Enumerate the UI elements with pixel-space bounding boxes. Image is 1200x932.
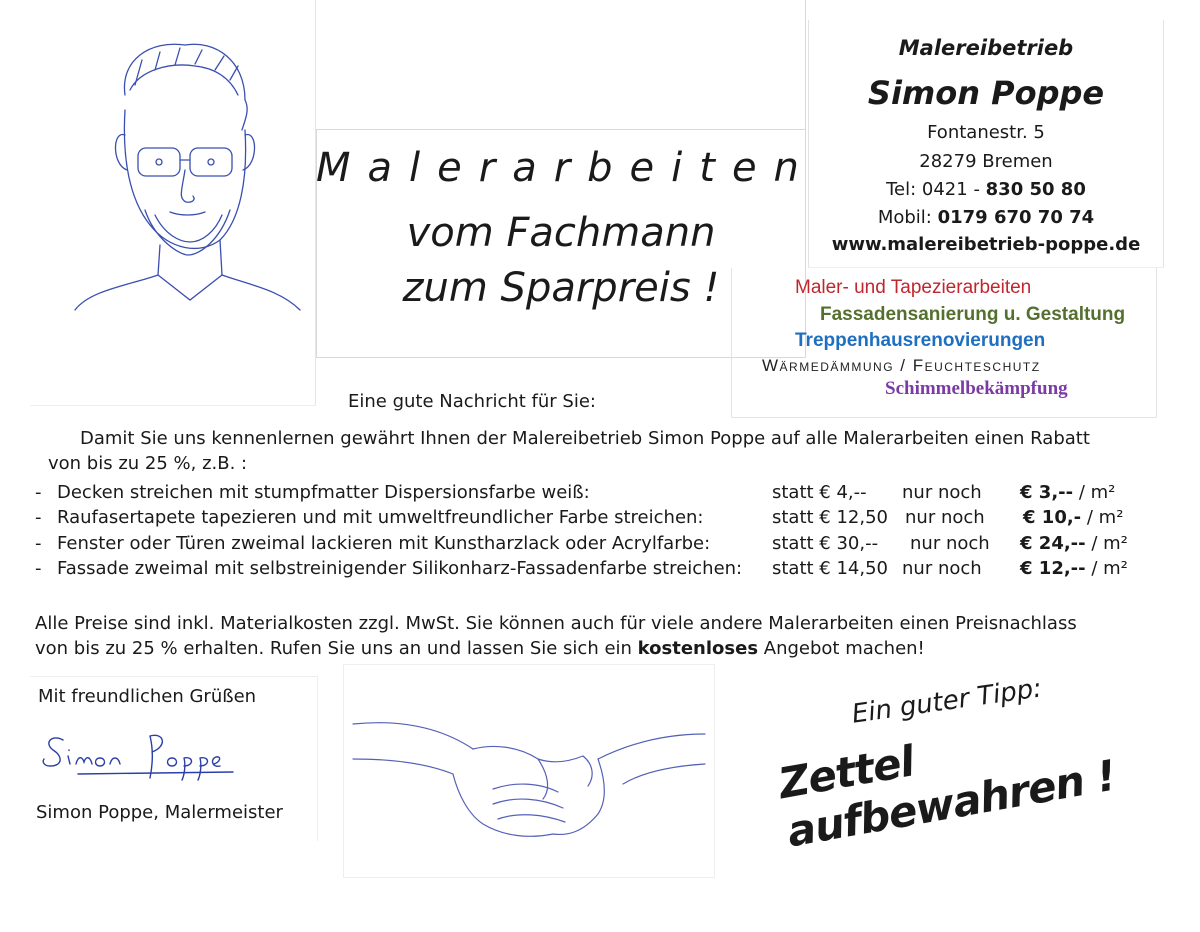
- phone-number[interactable]: 830 50 80: [985, 179, 1086, 200]
- item-now-label: nur noch: [902, 482, 982, 503]
- item-unit: / m²: [1085, 558, 1128, 579]
- paragraph-1-line-2: von bis zu 25 %, z.B. :: [48, 453, 248, 474]
- item-old-price: statt € 4,--: [772, 482, 867, 503]
- item-description: Fenster oder Türen zweimal lackieren mit Kunstharzlack oder Acrylfarbe:: [57, 533, 711, 554]
- intro-text: Eine gute Nachricht für Sie:: [348, 391, 596, 412]
- paragraph-2-text-end: Angebot machen!: [758, 638, 925, 659]
- item-old-price: statt € 14,50: [772, 558, 889, 579]
- service-painting: Maler- und Tapezierarbeiten: [795, 277, 1032, 298]
- item-now-label: nur noch: [902, 558, 982, 579]
- item-new-price: [1020, 533, 1128, 554]
- item-new-price: [1020, 482, 1115, 503]
- item-unit: / m²: [1073, 482, 1116, 503]
- item-price-value: € 24,--: [1020, 533, 1086, 554]
- service-mold: Schimmelbekämpfung: [885, 378, 1068, 399]
- price-item: [35, 533, 1155, 557]
- paragraph-2-line-2: [35, 637, 925, 661]
- company-mobile: [808, 207, 1164, 228]
- headline-top-border: [316, 0, 806, 130]
- service-stairwell: Treppenhausrenovierungen: [795, 330, 1046, 351]
- signer-name: Simon Poppe, Malermeister: [36, 802, 283, 823]
- paragraph-1-line-1: Damit Sie uns kennenlernen gewährt Ihnen der Malereibetrieb Simon Poppe auf alle Malerarbeiten einen Rabatt: [80, 428, 1090, 449]
- item-old-price: statt € 12,50: [772, 507, 889, 528]
- handwritten-signature: [38, 722, 238, 782]
- item-dash: -: [35, 533, 42, 554]
- company-street: Fontanestr. 5: [927, 122, 1045, 143]
- handshake-icon: [343, 664, 715, 878]
- paragraph-2-text: von bis zu 25 % erhalten. Rufen Sie uns an und lassen Sie sich ein: [35, 638, 638, 659]
- item-price-value: € 10,-: [1023, 507, 1082, 528]
- item-now-label: nur noch: [905, 507, 985, 528]
- paragraph-2-highlight: kostenloses: [637, 638, 759, 659]
- company-type: Malereibetrieb: [898, 36, 1074, 60]
- item-price-value: € 3,--: [1020, 482, 1074, 503]
- item-description: Fassade zweimal mit selbstreinigender Silikonharz-Fassadenfarbe streichen:: [57, 558, 743, 579]
- item-old-price: statt € 30,--: [772, 533, 879, 554]
- item-new-price: [1020, 558, 1128, 579]
- portrait-sketch: [30, 0, 316, 406]
- headline-line-1: Malerarbeiten: [316, 145, 816, 191]
- item-dash: -: [35, 507, 42, 528]
- price-item: [35, 482, 1155, 506]
- item-unit: / m²: [1085, 533, 1128, 554]
- price-item: [35, 507, 1155, 531]
- service-insulation: Wärmedämmung / Feuchteschutz: [762, 356, 1041, 375]
- item-dash: -: [35, 482, 42, 503]
- tip-heading: Ein guter Tipp:: [850, 673, 1044, 730]
- headline-line-2: vom Fachmann: [406, 210, 716, 256]
- item-description: Decken streichen mit stumpfmatter Dispersionsfarbe weiß:: [57, 482, 590, 503]
- item-unit: / m²: [1081, 507, 1124, 528]
- phone-label: Tel: 0421 -: [886, 179, 986, 200]
- price-item: [35, 558, 1155, 582]
- mobile-label: Mobil:: [877, 207, 938, 228]
- item-dash: -: [35, 558, 42, 579]
- item-price-value: € 12,--: [1020, 558, 1086, 579]
- company-phone: [808, 179, 1164, 200]
- handshake-sketch: [343, 664, 715, 878]
- mobile-number[interactable]: 0179 670 70 74: [937, 207, 1095, 228]
- service-facade: Fassadensanierung u. Gestaltung: [820, 304, 1126, 325]
- company-website[interactable]: www.malereibetrieb-poppe.de: [831, 234, 1141, 255]
- portrait-sketch-icon: [30, 0, 315, 405]
- tip-message: Zettel aufbewahren !: [775, 736, 1119, 857]
- company-name: Simon Poppe: [867, 74, 1105, 112]
- item-description: Raufasertapete tapezieren und mit umweltfreundlicher Farbe streichen:: [57, 507, 704, 528]
- signature-icon: [38, 722, 238, 782]
- company-city: 28279 Bremen: [919, 151, 1053, 172]
- item-new-price: [1023, 507, 1123, 528]
- closing-greeting: Mit freundlichen Grüßen: [38, 686, 257, 707]
- headline-line-3: zum Sparpreis !: [402, 265, 720, 311]
- paragraph-2-line-1: Alle Preise sind inkl. Materialkosten zzgl. MwSt. Sie können auch für viele andere Malerarbeiten einen Preisnachlass: [35, 613, 1077, 634]
- item-now-label: nur noch: [910, 533, 990, 554]
